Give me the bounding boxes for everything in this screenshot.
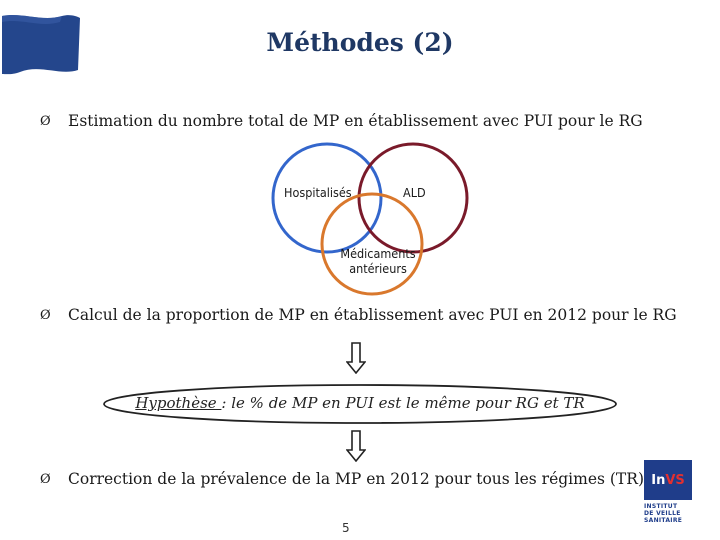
- invs-logo-line1: INSTITUT: [644, 503, 678, 510]
- venn-label-medicaments: [330, 246, 426, 276]
- page-number: 5: [342, 521, 350, 535]
- bullet-estimation: [40, 112, 643, 130]
- down-arrow-icon: [346, 342, 366, 374]
- down-arrow-icon: [346, 430, 366, 462]
- invs-logo-mark-left: In: [651, 472, 666, 488]
- bullet-arrow-icon: Ø: [40, 471, 51, 487]
- venn-label-ald: ALD: [403, 185, 426, 200]
- bullet-calcul: [40, 306, 677, 324]
- bullet-correction: [40, 470, 644, 488]
- bullet-text: Calcul de la proportion de MP en établissement avec PUI en 2012 pour le RG: [68, 306, 677, 324]
- invs-logo-line2: DE VEILLE SANITAIRE: [644, 510, 683, 524]
- page-title: Méthodes (2): [266, 28, 454, 57]
- hypothesis-lead: Hypothèse: [135, 394, 222, 412]
- venn-label-medicaments-line2: antérieurs: [349, 261, 407, 276]
- bullet-text: Estimation du nombre total de MP en établissement avec PUI pour le RG: [68, 112, 643, 130]
- bullet-arrow-icon: Ø: [40, 307, 51, 323]
- hypothesis-text: [100, 394, 620, 412]
- invs-logo-caption: [644, 503, 720, 524]
- bullet-text: Correction de la prévalence de la MP en 2012 pour tous les régimes (TR): [68, 470, 644, 488]
- venn-label-hospitalises: Hospitalisés: [284, 185, 352, 200]
- invs-logo-mark-right: VS: [665, 472, 685, 488]
- bullet-arrow-icon: Ø: [40, 113, 51, 129]
- invs-logo: [644, 460, 692, 500]
- venn-label-medicaments-line1: Médicaments: [340, 246, 416, 261]
- hypothesis-rest: : le % de MP en PUI est le même pour RG et TR: [221, 394, 585, 412]
- venn-circle-medicaments: [322, 194, 422, 294]
